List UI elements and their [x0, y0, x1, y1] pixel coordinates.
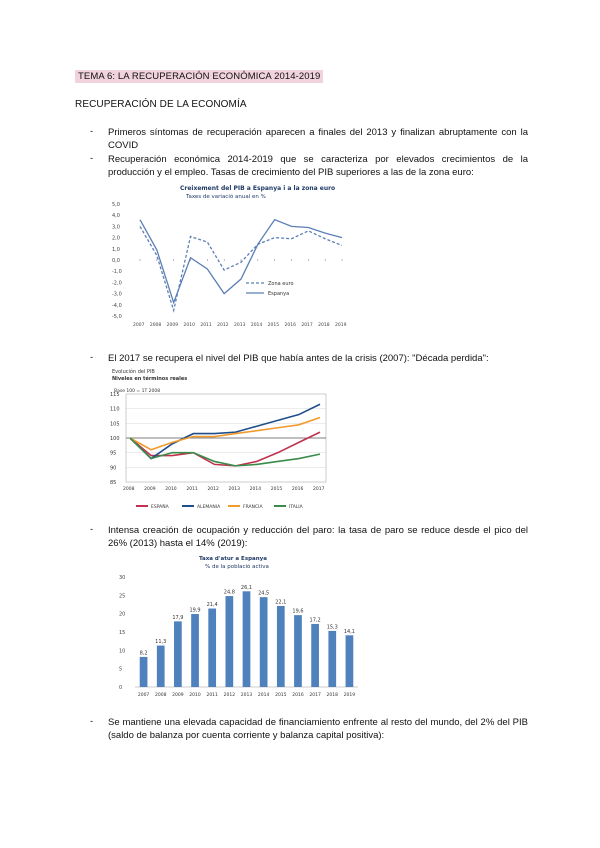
- legend-label-espanya: Espanya: [268, 291, 290, 297]
- chart2-y-tick: 90: [110, 465, 117, 472]
- bullet-marker: -: [90, 352, 94, 363]
- chart3-data-label: 17,9: [172, 614, 184, 621]
- chart1-x-tick: 2016: [284, 323, 296, 328]
- chart2-subtitle: Niveles en términos reales: [112, 376, 188, 382]
- legend-label-italia: ITALIA: [289, 505, 303, 510]
- chart3-data-label: 15,3: [326, 624, 338, 631]
- chart3-data-label: 24,8: [223, 589, 235, 596]
- chart3-bar: [208, 609, 216, 687]
- chart1-x-tick: 2015: [267, 323, 280, 328]
- chart3-data-label: 17,2: [309, 617, 321, 624]
- chart1-x-tick: 2010: [183, 323, 195, 328]
- bullet-marker: -: [90, 126, 94, 137]
- chart1-title: Creixement del PIB a Espanya i a la zona euro: [180, 185, 336, 192]
- chart1-y-tick: -4,0: [112, 302, 122, 309]
- chart2-x-tick: 2012: [207, 487, 219, 492]
- chart2-title: Evolución del PIB: [112, 369, 155, 375]
- bullet-marker: -: [90, 153, 94, 164]
- chart3-bar: [260, 597, 268, 687]
- chart2-y-tick: 95: [110, 450, 117, 457]
- chart2-x-tick: 2008: [123, 487, 135, 492]
- chart3-x-tick: 2016: [292, 693, 304, 698]
- chart2-legend: [136, 503, 304, 510]
- chart3-data-label: 19,6: [292, 608, 304, 615]
- chart3-x-tick: 2012: [223, 693, 236, 698]
- chart1-x-tick: 2011: [200, 323, 212, 328]
- chart1-x-tick: 2018: [318, 323, 330, 328]
- chart1-y-tick: 4,0: [112, 213, 120, 220]
- chart2-y-tick: 115: [110, 392, 120, 398]
- chart3-data-label: 24,5: [258, 590, 270, 597]
- chart3-data-label: 21,4: [206, 602, 218, 609]
- chart3-x-tick: 2007: [137, 693, 150, 698]
- chart3-data-label: 19,9: [189, 607, 201, 614]
- chart2-y-tick: 100: [110, 436, 120, 442]
- chart3-x-tick: 2009: [172, 693, 184, 698]
- bullet-marker: -: [90, 716, 94, 727]
- chart3-bar: [311, 624, 319, 687]
- bullet-text-2: Recuperación económica 2014-2019 que se caracteriza por elevados crecimientos de la producción y el empleo. Tasas de crecimiento del PIB superiores a las de la zona euro:: [108, 154, 528, 178]
- chart3-data-label: 22,1: [275, 599, 287, 606]
- chart1-legend: [246, 281, 294, 297]
- chart3-subtitle: % de la població activa: [205, 564, 269, 570]
- chart2-y-tick: 110: [110, 406, 120, 413]
- chart1-series-0: [140, 226, 342, 310]
- bullet-text-1: Primeros síntomas de recuperación aparecen a finales del 2013 y finalizan abruptamente con la COVID: [108, 127, 528, 151]
- chart2-x-tick: 2011: [186, 487, 198, 492]
- chart1-x-tick: 2012: [217, 323, 229, 328]
- chart3-y-tick: 5: [119, 666, 123, 673]
- chart3-bar: [328, 631, 336, 687]
- chart2-x-tick: 2013: [228, 487, 241, 492]
- chart3-x-tick: 2013: [240, 693, 253, 698]
- chart1-x-tick: 2007: [133, 323, 145, 328]
- chart2-y-tick: 85: [110, 480, 117, 486]
- chart3-data-label: 14,1: [343, 628, 355, 635]
- bullet-text-5: Se mantiene una elevada capacidad de financiamiento enfrente al resto del mundo, del 2% del PIB (saldo de balanza por cuenta corriente y balanza capital positiva):: [108, 717, 528, 741]
- chart3-bar: [277, 606, 285, 687]
- legend-label-zona-euro: Zona euro: [268, 281, 294, 287]
- chart3-data-label: 11,3: [155, 639, 167, 646]
- chart2-note: Base 100 = 1T 2008: [114, 389, 161, 394]
- chart3-y-tick: 15: [119, 630, 126, 636]
- chart1-x-tick: 2014: [250, 323, 263, 328]
- chart3-y-tick: 30: [119, 575, 126, 581]
- chart3-x-tick: 2018: [326, 693, 338, 698]
- gdp-growth-chart: [108, 180, 360, 328]
- chart3-bar: [243, 591, 251, 687]
- chart1-x-tick: 2017: [301, 323, 313, 328]
- chart3-y-tick: 25: [119, 593, 126, 600]
- chart3-x-tick: 2019: [343, 693, 356, 698]
- chart3-data-label: 8,2: [139, 650, 148, 657]
- chart3-bar: [174, 621, 182, 687]
- chart3-x-tick: 2014: [257, 693, 270, 698]
- chart3-x-tick: 2015: [275, 693, 287, 698]
- chart3-bar: [346, 635, 354, 687]
- chart3-data-label: 26,1: [240, 584, 253, 591]
- chart1-y-tick: -3,0: [112, 291, 122, 298]
- chart1-x-tick: 2008: [149, 323, 162, 328]
- chart3-bar: [140, 657, 148, 687]
- page-title: TEMA 6: LA RECUPERACIÓN ECONÓMICA 2014-2019: [75, 70, 323, 83]
- section-heading: RECUPERACIÓN DE LA ECONOMÍA: [75, 99, 247, 110]
- legend-label-alemania: ALEMANIA: [197, 505, 221, 510]
- chart1-y-tick: 3,0: [112, 224, 120, 231]
- unemployment-chart: [113, 551, 365, 699]
- chart2-x-tick: 2016: [291, 487, 304, 492]
- chart1-y-tick: 0,0: [112, 258, 120, 264]
- legend-label-españa: ESPAÑA: [151, 505, 169, 510]
- chart3-bar: [225, 596, 233, 687]
- chart1-y-tick: 1,0: [112, 246, 120, 253]
- chart3-bar: [191, 614, 199, 687]
- chart3-x-tick: 2010: [189, 693, 201, 698]
- chart1-y-tick: -1,0: [112, 269, 122, 276]
- chart1-x-tick: 2013: [234, 323, 246, 328]
- chart3-y-tick: 20: [119, 611, 126, 618]
- gdp-level-chart: [106, 366, 336, 514]
- chart3-bar: [294, 615, 302, 687]
- chart1-y-tick: -5,0: [112, 314, 122, 320]
- bullet-text-3: El 2017 se recupera el nivel del PIB que había antes de la crisis (2007): "Década perdida":: [108, 353, 489, 364]
- chart3-x-tick: 2011: [206, 693, 218, 698]
- chart1-y-tick: 5,0: [112, 202, 120, 208]
- chart3-bar: [157, 646, 165, 687]
- chart2-x-tick: 2017: [313, 487, 325, 492]
- chart2-x-tick: 2015: [270, 487, 283, 492]
- chart2-y-tick: 105: [110, 421, 120, 428]
- chart2-x-tick: 2009: [144, 487, 156, 492]
- chart3-x-tick: 2017: [309, 693, 321, 698]
- bullet-text-4: Intensa creación de ocupación y reducción del paro: la tasa de paro se reduce desde el pico del 26% (2013) hasta el 14% (2019):: [108, 525, 528, 549]
- chart1-x-tick: 2019: [335, 323, 347, 328]
- chart1-y-tick: 2,0: [112, 235, 120, 242]
- chart3-y-tick: 0: [119, 685, 123, 691]
- chart3-y-tick: 10: [119, 648, 126, 655]
- legend-label-francia: FRANCIA: [243, 505, 263, 510]
- chart3-title: Taxa d'atur a Espanya: [199, 556, 267, 562]
- chart1-subtitle: Taxes de variació anual en %: [186, 194, 266, 200]
- chart2-x-tick: 2010: [165, 487, 177, 492]
- chart3-x-tick: 2008: [155, 693, 167, 698]
- chart1-y-tick: -2,0: [112, 280, 122, 287]
- bullet-marker: -: [90, 524, 94, 535]
- chart2-x-tick: 2014: [249, 487, 262, 492]
- chart1-x-tick: 2009: [166, 323, 179, 328]
